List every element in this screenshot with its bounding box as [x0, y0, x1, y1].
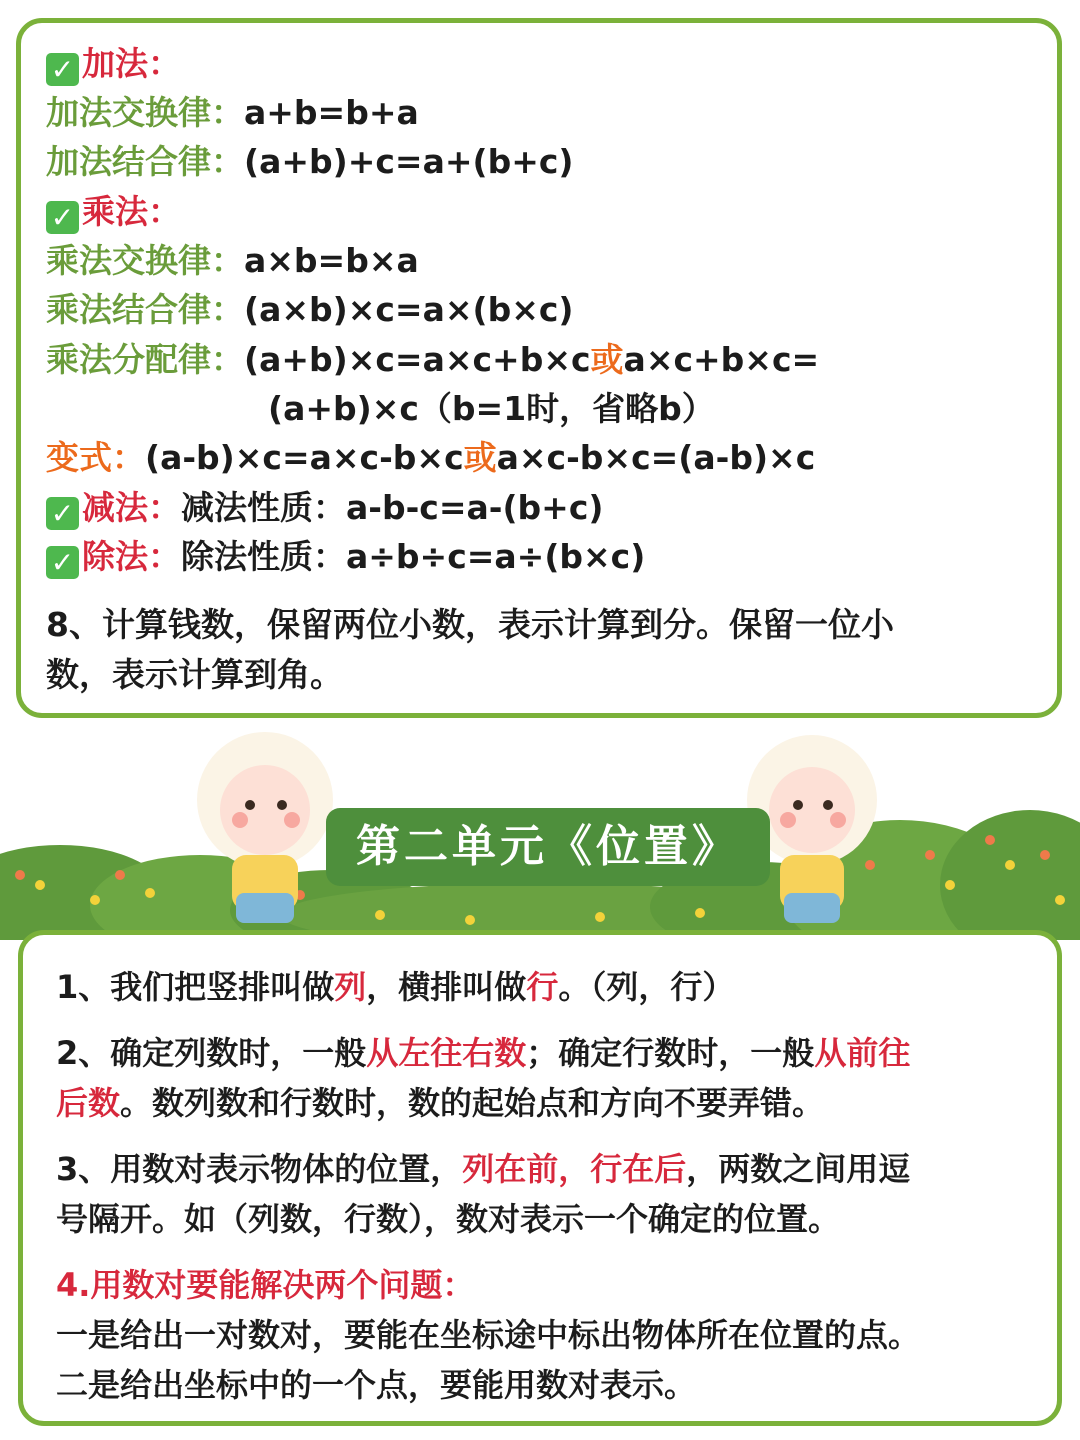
mul-commutative-row: 乘法交换律：a×b=b×a	[46, 241, 419, 280]
mul-distributive-line2: (a+b)×c（b=1时，省略b）	[268, 389, 715, 428]
add-associative-row: 加法结合律：(a+b)+c=a+(b+c)	[46, 142, 574, 181]
check-icon: ✓	[46, 546, 79, 579]
item-4-title: 4.用数对要能解决两个问题：	[56, 1266, 475, 1304]
mul-distributive-row: 乘法分配律：(a+b)×c=a×c+b×c或a×c+b×c=	[46, 340, 820, 379]
check-icon: ✓	[46, 201, 79, 234]
variant-row: 变式：(a-b)×c=a×c-b×c或a×c-b×c=(a-b)×c	[46, 438, 816, 477]
mul-associative-row: 乘法结合律：(a×b)×c=a×(b×c)	[46, 290, 574, 329]
check-icon: ✓	[46, 497, 79, 530]
multiplication-heading: ✓ 乘法：	[46, 192, 181, 234]
unit-title-banner: 第二单元《位置》	[326, 808, 770, 886]
add-commutative-row: 加法交换律：a+b=b+a	[46, 93, 419, 132]
division-row: ✓ 除法：除法性质：a÷b÷c=a÷(b×c)	[46, 537, 645, 579]
item-3: 3、用数对表示物体的位置，列在前，行在后，两数之间用逗 号隔开。如（列数，行数），数对表示一个确定的位置。	[56, 1150, 911, 1238]
check-icon: ✓	[46, 53, 79, 86]
item-8: 8、计算钱数，保留两位小数，表示计算到分。保留一位小 数，表示计算到角。	[46, 605, 894, 694]
addition-heading: ✓ 加法：	[46, 44, 181, 86]
item-2: 2、确定列数时，一般从左往右数；确定行数时，一般从前往 后数。数列数和行数时，数的起始点和方向不要弄错。	[56, 1034, 911, 1122]
item-4: 4.用数对要能解决两个问题： 一是给出一对数对，要能在坐标途中标出物体所在位置的点。 二是给出坐标中的一个点，要能用数对表示。	[56, 1260, 1046, 1410]
item-1: 1、我们把竖排叫做列，横排叫做行。（列，行）	[56, 968, 735, 1006]
subtraction-row: ✓ 减法：减法性质：a-b-c=a-(b+c)	[46, 488, 603, 530]
